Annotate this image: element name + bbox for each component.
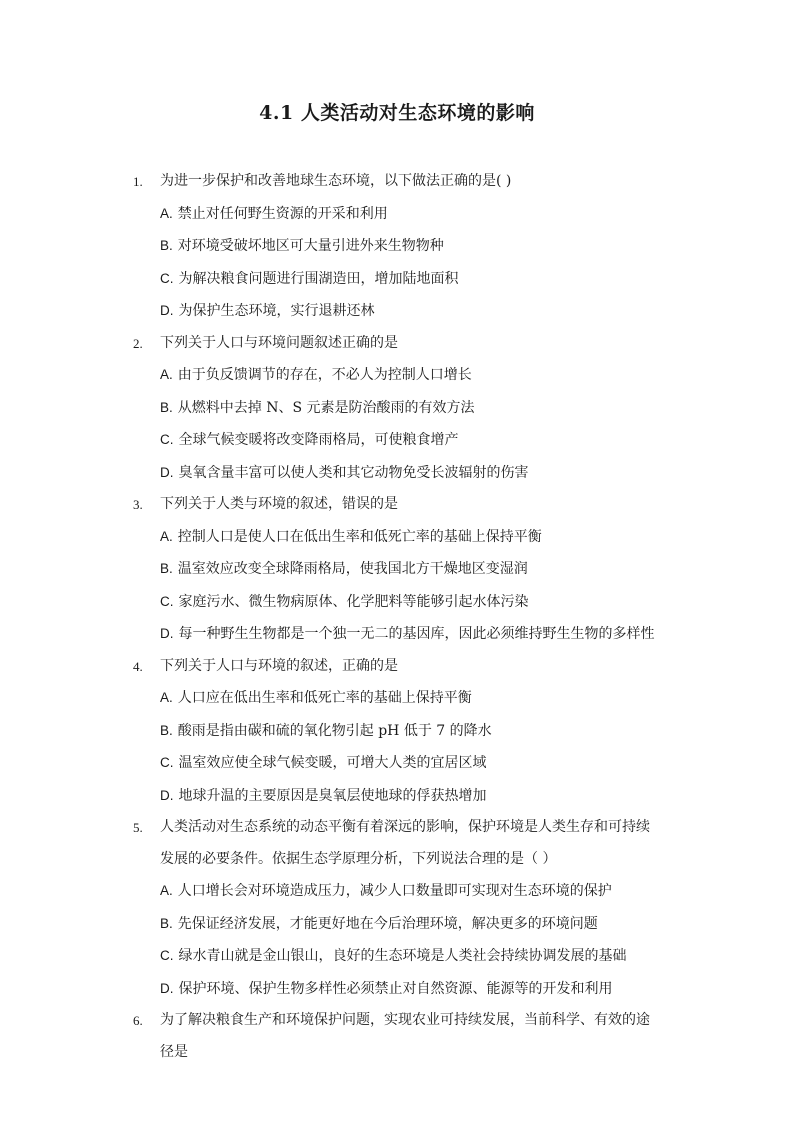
option-text: 禁止对任何野生资源的开采和利用 xyxy=(177,205,388,222)
option-label: B. xyxy=(160,399,173,415)
option-b xyxy=(160,553,680,586)
option-a xyxy=(160,359,680,392)
option-c xyxy=(160,940,680,973)
question-number: 4. xyxy=(133,658,143,674)
option-label: C. xyxy=(160,948,174,963)
question-stem: 下列关于人口与环境的叙述，正确的是 xyxy=(160,657,398,674)
option-a xyxy=(160,198,680,231)
option-text: 温室效应改变全球降雨格局，使我国北方干燥地区变湿润 xyxy=(177,561,528,577)
option-label: C. xyxy=(160,593,174,609)
question-stem: 下列关于人口与环境问题叙述正确的是 xyxy=(160,334,398,351)
option-a xyxy=(160,875,680,908)
question-number: 1. xyxy=(133,174,143,189)
option-c xyxy=(160,424,680,457)
option-label: D. xyxy=(160,626,174,641)
option-label: D. xyxy=(160,787,174,803)
option-text: 温室效应使全球气候变暖，可增大人类的宜居区域 xyxy=(178,755,487,771)
option-label: D. xyxy=(160,464,174,480)
option-text: 保护环境、保护生物多样性必须禁止对自然资源、能源等的开发和利用 xyxy=(178,980,613,997)
option-label: B. xyxy=(160,238,173,253)
question-number: 6. xyxy=(133,1013,143,1028)
option-text: 全球气候变暖将改变降雨格局，可使粮食增产 xyxy=(178,432,459,448)
option-label: A. xyxy=(160,205,173,221)
option-label: A. xyxy=(160,528,173,544)
option-text: 为保护生态环境，实行退耕还林 xyxy=(178,303,375,319)
option-label: D. xyxy=(160,980,174,996)
question-number: 2. xyxy=(133,335,143,351)
option-b xyxy=(160,715,680,748)
option-text: 每一种野生生物都是一个独一无二的基因库，因此必须维持野生生物的多样性 xyxy=(178,626,655,642)
option-text: 由于负反馈调节的存在，不必人为控制人口增长 xyxy=(177,367,472,383)
question-2 xyxy=(0,328,794,490)
question-stem: 人类活动对生态系统的动态平衡有着深远的影响，保护环境是人类生存和可持续发展的必要条件。依据生态学原理分析，下列说法合理的是（ ） xyxy=(160,819,650,867)
option-text: 绿水青山就是金山银山，良好的生态环境是人类社会持续协调发展的基础 xyxy=(178,948,627,964)
option-d xyxy=(160,780,680,813)
question-6 xyxy=(0,1005,794,1068)
question-number: 3. xyxy=(133,497,143,512)
question-stem: 下列关于人类与环境的叙述，错误的是 xyxy=(160,496,398,512)
option-b xyxy=(160,392,680,425)
option-text: 为解决粮食问题进行围湖造田，增加陆地面积 xyxy=(178,270,459,287)
option-d xyxy=(160,457,680,490)
option-d xyxy=(160,973,680,1006)
page-title: 4.1 人类活动对生态环境的影响 xyxy=(259,102,535,124)
option-label: C. xyxy=(160,755,174,770)
question-stem: 为了解决粮食生产和环境保护问题，实现农业可持续发展，当前科学、有效的途径是 xyxy=(160,1012,650,1060)
option-text: 家庭污水、微生物病原体、化学肥料等能够引起水体污染 xyxy=(178,593,529,610)
option-b xyxy=(160,230,680,263)
question-number: 5. xyxy=(133,820,143,835)
option-c xyxy=(160,263,680,296)
option-text: 臭氧含量丰富可以使人类和其它动物免受长波辐射的伤害 xyxy=(178,464,529,481)
option-text: 对环境受破坏地区可大量引进外来生物物种 xyxy=(177,238,444,254)
option-c xyxy=(160,586,680,619)
option-label: C. xyxy=(160,432,174,447)
question-3 xyxy=(0,489,794,651)
option-label: B. xyxy=(160,722,173,738)
option-text: 人口应在低出生率和低死亡率的基础上保持平衡 xyxy=(177,690,472,706)
option-a xyxy=(160,521,680,554)
question-5 xyxy=(0,812,794,1005)
option-text: 人口增长会对环境造成压力，减少人口数量即可实现对生态环境的保护 xyxy=(177,883,612,899)
question-list xyxy=(0,166,794,1068)
option-text: 酸雨是指由碳和硫的氧化物引起 pH 低于 7 的降水 xyxy=(177,722,492,739)
option-a xyxy=(160,682,680,715)
option-label: A. xyxy=(160,690,173,705)
option-b xyxy=(160,908,680,941)
question-stem: 为进一步保护和改善地球生态环境，以下做法正确的是( ) xyxy=(160,173,512,189)
option-text: 先保证经济发展，才能更好地在今后治理环境，解决更多的环境问题 xyxy=(177,915,598,932)
option-d xyxy=(160,295,680,328)
option-d xyxy=(160,618,680,651)
option-text: 从燃料中去掉 N、S 元素是防治酸雨的有效方法 xyxy=(177,399,475,416)
option-label: D. xyxy=(160,303,174,318)
option-label: C. xyxy=(160,270,174,286)
option-label: B. xyxy=(160,561,173,576)
option-text: 地球升温的主要原因是臭氧层使地球的俘获热增加 xyxy=(178,787,487,804)
question-1 xyxy=(0,166,794,328)
option-label: A. xyxy=(160,883,173,898)
option-c xyxy=(160,747,680,780)
question-4 xyxy=(0,651,794,813)
option-text: 控制人口是使人口在低出生率和低死亡率的基础上保持平衡 xyxy=(177,528,542,545)
option-label: B. xyxy=(160,915,173,931)
option-label: A. xyxy=(160,367,173,382)
